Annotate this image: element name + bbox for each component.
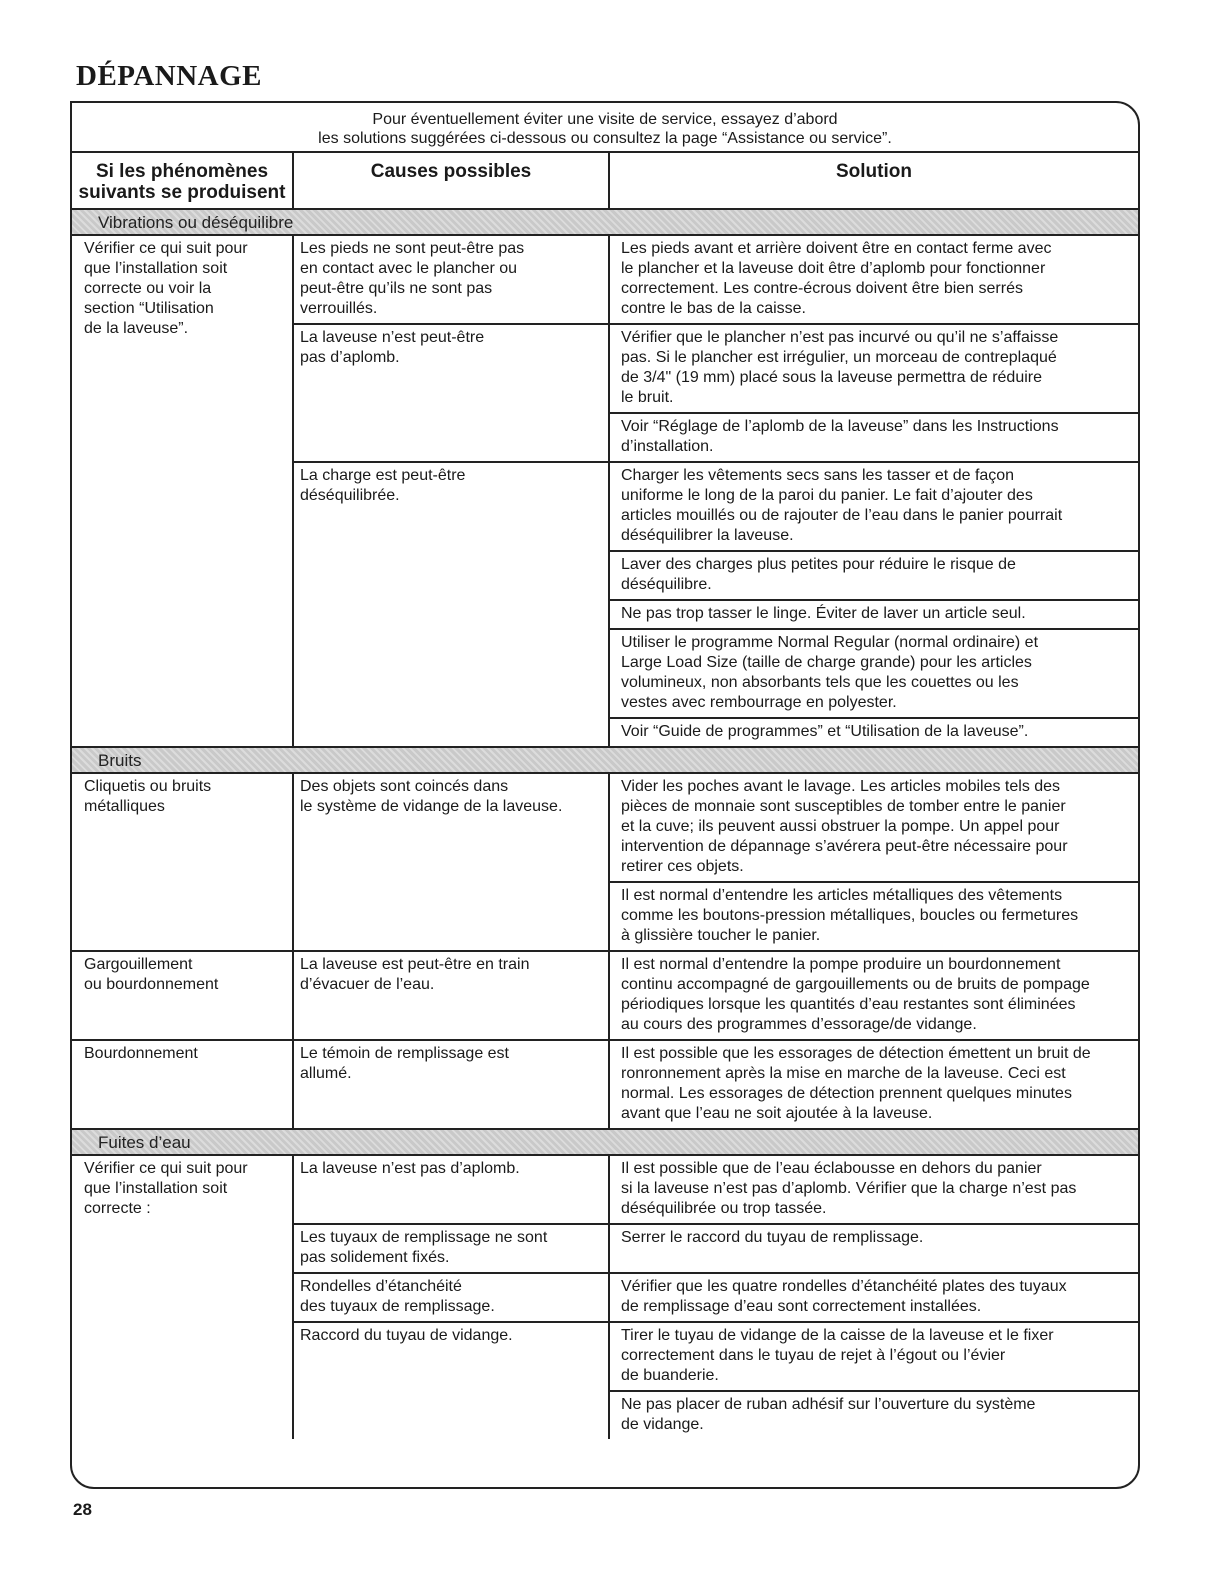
solution-cell: Vider les poches avant le lavage. Les articles mobiles tels des pièces de monnaie sont susceptibles de tomber entre le panier et la cuve; ils peuvent aussi obstruer la pompe. Un appel pour intervention de dépannage s’avérera peut-être nécessaire pour retirer ces objets. <box>621 778 1068 875</box>
table-row <box>72 773 1138 882</box>
cause-cell: Rondelles d’étanchéité des tuyaux de remplissage. <box>293 1273 609 1322</box>
solution-cell: Charger les vêtements secs sans les tasser et de façon uniforme le long de la paroi du panier. Le fait d’ajouter des articles mouillés ou de rajouter de l’eau dans le panier pourrait déséquilibrer la laveuse. <box>609 462 1138 551</box>
cause-cell: Raccord du tuyau de vidange. <box>293 1322 609 1439</box>
solution-cell: Vérifier que le plancher n’est pas incurvé ou qu’il ne s’affaisse pas. Si le plancher est irrégulier, un morceau de contreplaqué de 3/4" (19 mm) placé sous la laveuse permettra de réduire le bruit. <box>609 324 1138 413</box>
cause-cell: Des objets sont coincés dans le système de vidange de la laveuse. <box>293 773 609 951</box>
solution-cell: Ne pas trop tasser le linge. Éviter de laver un article seul. <box>609 600 1138 629</box>
section-header <box>72 747 1138 773</box>
solution-cell: Vérifier que les quatre rondelles d’étanchéité plates des tuyaux de remplissage d’eau sont correctement installées. <box>609 1273 1138 1322</box>
table-body <box>72 209 1138 1439</box>
symptom-cell: Gargouillement ou bourdonnement <box>72 951 293 1040</box>
symptom-cell: Cliquetis ou bruits métalliques <box>72 773 293 951</box>
troubleshooting-frame <box>70 101 1140 1489</box>
page-title: DÉPANNAGE <box>76 60 263 92</box>
section-header <box>72 1129 1138 1155</box>
cause-cell: La laveuse est peut-être en train d’évacuer de l’eau. <box>293 951 609 1040</box>
section-header <box>72 209 1138 235</box>
cause-cell: La laveuse n’est peut-être pas d’aplomb. <box>293 324 609 462</box>
table-row <box>72 951 1138 1040</box>
intro-line: Pour éventuellement éviter une visite de service, essayez d’abord <box>372 111 838 128</box>
cause-cell: Les tuyaux de remplissage ne sont pas solidement fixés. <box>293 1224 609 1273</box>
page-number: 28 <box>73 1500 92 1519</box>
solution-cell: Tirer le tuyau de vidange de la caisse de la laveuse et le fixer correctement dans le tuyau de rejet à l’égout ou l’évier de buanderie. <box>609 1322 1138 1391</box>
header-solution: Solution <box>836 161 912 182</box>
solution-cell: Voir “Guide de programmes” et “Utilisation de la laveuse”. <box>609 718 1138 747</box>
table-row <box>72 1155 1138 1224</box>
cause-cell: La charge est peut-être déséquilibrée. <box>293 462 609 747</box>
symptom-cell: Vérifier ce qui suit pour que l’installation soit correcte : <box>72 1155 293 1439</box>
section-title: Bruits <box>72 747 1138 773</box>
solution-cell: Il est normal d’entendre la pompe produire un bourdonnement continu accompagné de gargouillements ou de bruits de pompage périodiques lorsque les quantités d’eau restantes sont éliminées au cours des programmes d’essorage/de vidange. <box>609 951 1138 1040</box>
table-row <box>72 1040 1138 1129</box>
header-symptom: Si les phénomènes suivants se produisent <box>72 153 293 209</box>
header-causes: Causes possibles <box>293 153 609 209</box>
troubleshooting-table <box>72 153 1138 1439</box>
solution-cell: Il est possible que de l’eau éclabousse en dehors du panier si la laveuse n’est pas d’aplomb. Vérifier que la charge n’est pas déséquilibrée ou trop tassée. <box>621 1160 1077 1217</box>
cause-cell: Le témoin de remplissage est allumé. <box>293 1040 609 1129</box>
solution-cell: Il est normal d’entendre les articles métalliques des vêtements comme les boutons-pression métalliques, boucles ou fermetures à glissière toucher le panier. <box>609 882 1138 951</box>
solution-cell: Ne pas placer de ruban adhésif sur l’ouverture du système de vidange. <box>609 1391 1138 1439</box>
symptom-cell: Bourdonnement <box>72 1040 293 1129</box>
solution-cell: Les pieds avant et arrière doivent être en contact ferme avec le plancher et la laveuse doit être d’aplomb pour fonctionner correctement. Les contre-écrous doivent être bien serrés contre le bas de la caisse. <box>621 240 1052 317</box>
header-row <box>72 153 1138 209</box>
intro-line: les solutions suggérées ci-dessous ou consultez la page “Assistance ou service”. <box>318 130 892 147</box>
section-title: Vibrations ou déséquilibre <box>72 209 1138 235</box>
cause-cell: Les pieds ne sont peut-être pas en contact avec le plancher ou peut-être qu’ils ne sont pas verrouillés. <box>293 235 609 324</box>
section-title: Fuites d’eau <box>72 1129 1138 1155</box>
table-row <box>72 235 1138 324</box>
solution-cell: Voir “Réglage de l’aplomb de la laveuse” dans les Instructions d’installation. <box>609 413 1138 462</box>
solution-cell: Serrer le raccord du tuyau de remplissage. <box>609 1224 1138 1273</box>
symptom-cell: Vérifier ce qui suit pour que l’installation soit correcte ou voir la section “Utilisation de la laveuse”. <box>72 235 293 747</box>
cause-cell: La laveuse n’est pas d’aplomb. <box>293 1155 609 1224</box>
intro-note <box>72 103 1138 153</box>
solution-cell: Il est possible que les essorages de détection émettent un bruit de ronronnement après la mise en marche de la laveuse. Ceci est normal. Les essorages de détection prennent quelques minutes avant que l’eau ne soit ajoutée à la laveuse. <box>609 1040 1138 1129</box>
solution-cell: Laver des charges plus petites pour réduire le risque de déséquilibre. <box>609 551 1138 600</box>
solution-cell: Utiliser le programme Normal Regular (normal ordinaire) et Large Load Size (taille de charge grande) pour les articles volumineux, non absorbants tels que les couettes ou les vestes avec rembourrage en polyester. <box>609 629 1138 718</box>
